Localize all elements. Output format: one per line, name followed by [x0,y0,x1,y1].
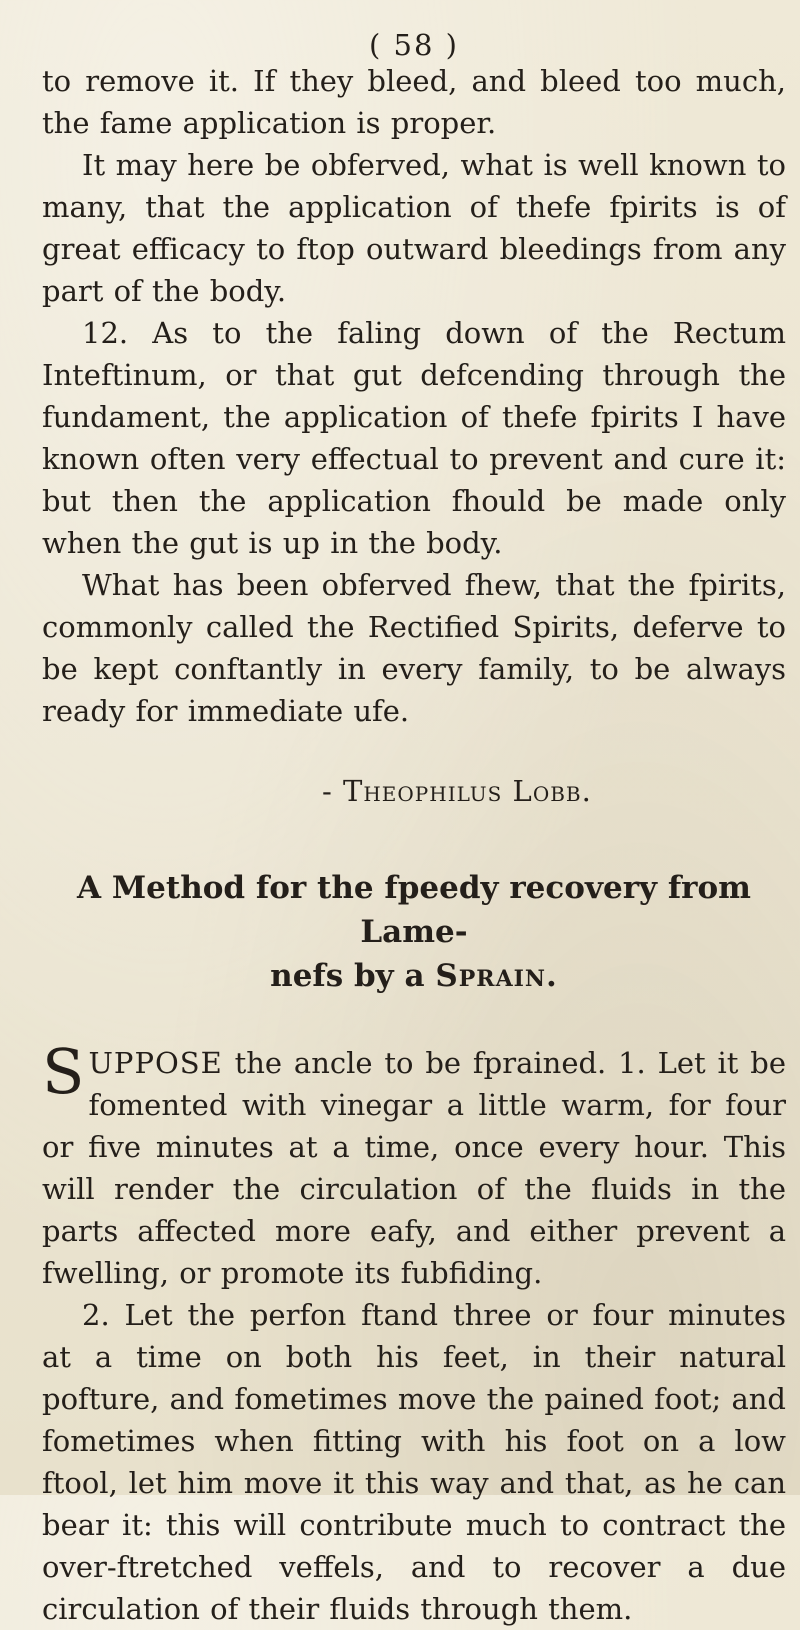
page-number: ( 58 ) [369,28,459,62]
paragraph-suppose-text: the ancle to be fprained. 1. Let it be fomented with vinegar a little warm, for four or five minutes at a time, once every hour. This will render the circulation of the fluids in the parts affected more eafy, and either prevent a fwelling, or promote its fubfiding. [42,1046,786,1290]
heading-line-2-text: nefs by a [270,958,436,994]
author-signature: - Theophilus Lobb. [322,774,592,808]
paragraph-rectified-spirits: What has been obferved fhew, that the fpirits, commonly called the Rectified Spirits, deferve to be kept conftantly in every family, to be always ready for immediate ufe. [42,568,786,728]
section-heading [42,866,786,998]
paragraph-continuation: to remove it. If they bleed, and bleed too much, the fame application is proper. [42,64,786,140]
opening-word: UPPOSE [88,1046,223,1080]
paragraph-suppose [42,1035,786,1294]
paragraph-rectum: 12. As to the faling down of the Rectum Inteftinum, or that gut defcending through the fundament, the application of thefe fpirits I have known often very effectual to prevent and cure it: but then the application fhould be made only when the gut is up in the body. [42,316,786,560]
heading-sprain: Sprain. [435,958,558,994]
drop-cap: S [42,1035,85,1108]
heading-line-1: A Method for the fpeedy recovery from Lame- [77,870,751,950]
paragraph-observation: It may here be obferved, what is well known to many, that the application of thefe fpirits is of great efficacy to ftop outward bleedings from any part of the body. [42,148,786,308]
heading-line-2 [42,954,786,998]
paragraph-stand: 2. Let the perfon ftand three or four minutes at a time on both his feet, in their natural pofture, and fometimes move the pained foot; and fometimes when fitting with his foot on a low ftool, let him move it this way and that, as he can bear it: this will contribute much to contract the over-ftretched veffels, and to recover a due circulation of their fluids through them. [42,1298,786,1626]
